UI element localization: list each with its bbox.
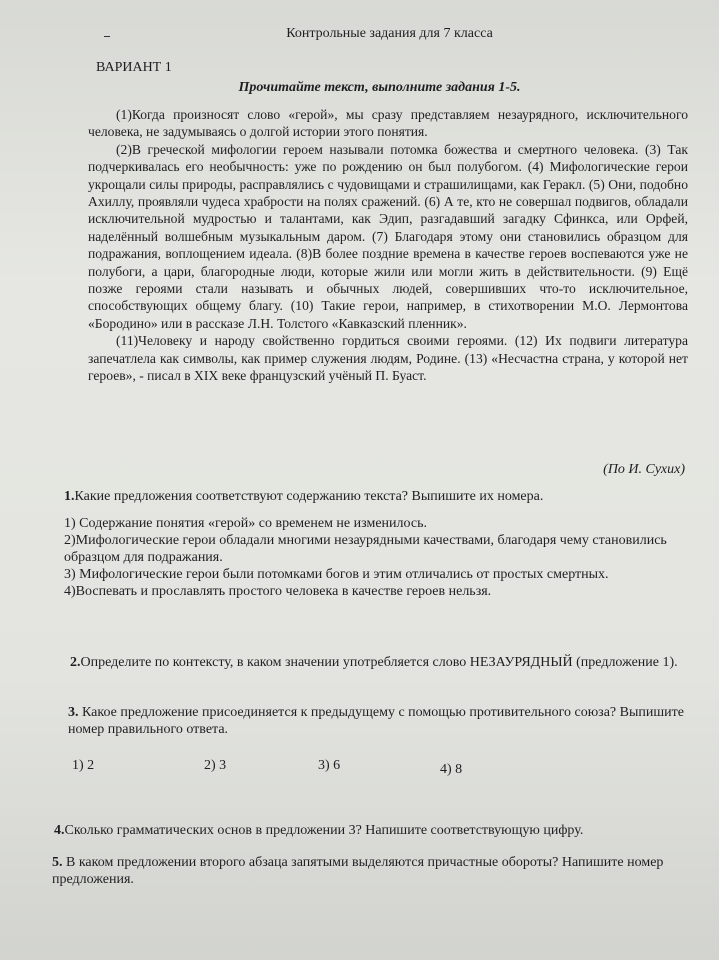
instruction: Прочитайте текст, выполните задания 1-5. — [238, 80, 521, 95]
reading-text — [88, 106, 688, 385]
question-4-number: 4. — [54, 823, 65, 838]
question-1-options — [64, 515, 696, 600]
question-2 — [70, 654, 694, 671]
question-2-text: Определите по контексту, в каком значении употребляется слово НЕЗАУРЯДНЫЙ (предложение 1). — [80, 655, 678, 670]
paragraph-1: (1)Когда произносят слово «герой», мы сразу представляем незаурядного, исключительного человека, не задумываясь о долгой истории этого понятия. — [88, 107, 688, 140]
question-5 — [52, 854, 704, 888]
option-4: 4)Воспевать и прославлять простого человека в качестве героев нельзя. — [64, 584, 492, 599]
answer-1: 1) 2 — [72, 758, 95, 773]
question-3-text: Какое предложение присоединяется к предыдущему с помощью противительного союза? Выпишите номер правильного ответа. — [68, 705, 684, 737]
option-1: 1) Содержание понятия «герой» со временем не изменилось. — [64, 516, 427, 531]
answer-3: 3) 6 — [318, 758, 341, 773]
option-2: 2)Мифологические герои обладали многими незаурядными качествами, благодаря чему становились образцом для подражания. — [64, 533, 667, 565]
question-4 — [54, 822, 704, 839]
question-1-number: 1. — [64, 489, 75, 504]
page-header: Контрольные задания для 7 класса — [286, 26, 493, 41]
question-1 — [64, 488, 696, 600]
question-4-text: Сколько грамматических основ в предложении 3? Напишите соответствующую цифру. — [64, 823, 584, 838]
question-3-number: 3. — [68, 705, 79, 720]
answer-2: 2) 3 — [204, 758, 227, 773]
question-3 — [68, 704, 694, 738]
variant-label: ВАРИАНТ 1 — [96, 60, 172, 75]
author-attribution: (По И. Сухих) — [603, 462, 685, 477]
question-5-text: В каком предложении второго абзаца запятыми выделяются причастные обороты? Напишите номер предложения. — [52, 855, 664, 887]
question-1-text: Какие предложения соответствуют содержанию текста? Выпишите их номера. — [74, 489, 544, 504]
question-2-number: 2. — [70, 655, 81, 670]
paragraph-3: (11)Человеку и народу свойственно гордиться своими героями. (12) Их подвиги литература запечатлела как символы, как пример служения людям, Родине. (13) «Несчастна страна, у которой нет героев», - писал в XIX веке французский учёный П. Буаст. — [88, 333, 688, 384]
answer-4: 4) 8 — [440, 762, 463, 777]
question-5-number: 5. — [52, 855, 63, 870]
option-3: 3) Мифологические герои были потомками богов и этим отличались от простых смертных. — [64, 567, 609, 582]
paragraph-2: (2)В греческой мифологии героем называли потомка божества и смертного человека. (3) Так подчеркивалась его необычность: уже по рождению он был полубогом. (4) Мифологические герои укрощали силы природы, расправлялись с чудовищами и страшилищами, как Геракл. (5) Они, подобно Ахиллу, проявляли чудеса храбрости на полях сражений. (6) А те, кто не совершал подвигов, обладали исключительной мудростью и талантами, как Эдип, разгадавший загадку Сфинкса, или Орфей, наделённый волшебным музыкальным даром. (7) Благодаря этому они становились образцом для подражания, воплощением идеала. (8)В более поздние времена в качестве героев воспеваются уже не полубоги, а цари, благородные люди, которые жили или могли жить в действительности. (9) Ещё позже героями стали называть и обычных людей, совершивших что-то исключительное, способствующих общему благу. (10) Такие герои, например, в стихотворении М.О. Лермонтова «Бородино» или в рассказе Л.Н. Толстого «Кавказский пленник». — [88, 141, 688, 331]
